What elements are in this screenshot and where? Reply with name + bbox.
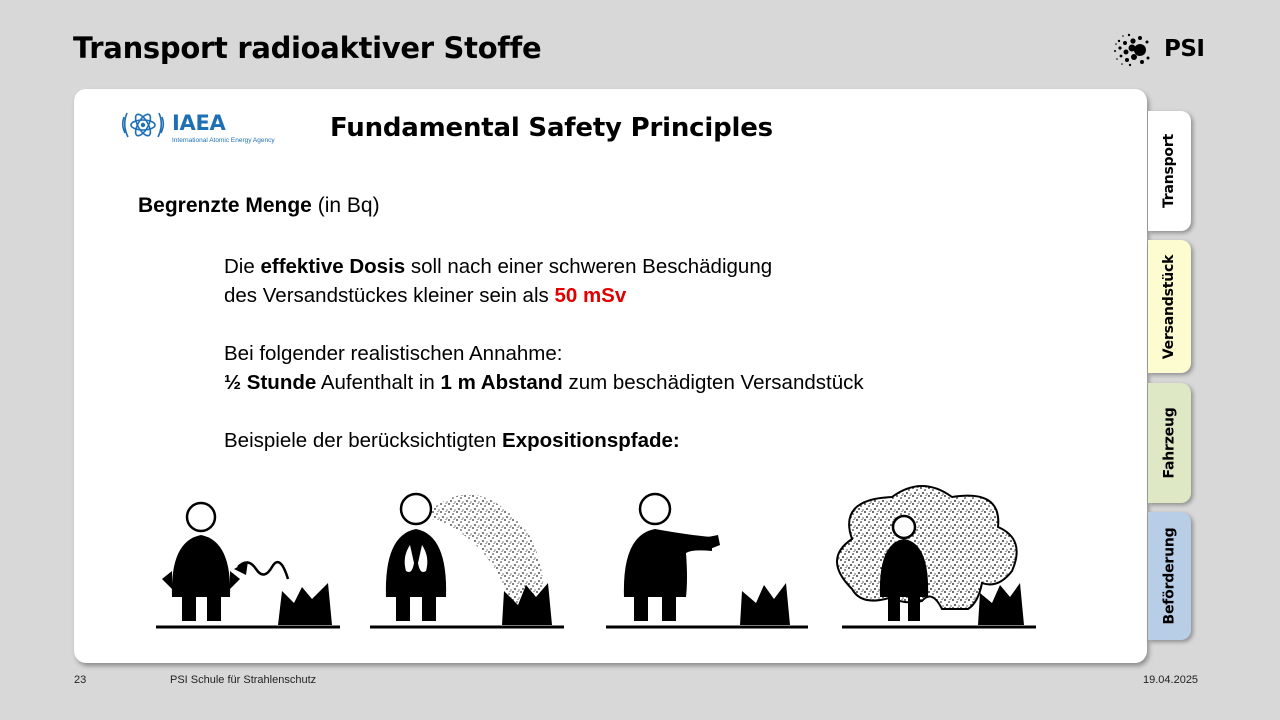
- exposure-paths-term: Expositionspfade:: [502, 429, 680, 452]
- iaea-emblem-icon: [120, 105, 166, 147]
- body-line-1: [224, 252, 864, 281]
- text-run: Beispiele der berücksichtigten: [224, 429, 503, 452]
- effective-dose-term: effektive Dosis: [260, 255, 406, 278]
- tab-label: Fahrzeug: [1161, 407, 1178, 479]
- tab-transport[interactable]: [1148, 111, 1191, 231]
- page-number: 23: [74, 674, 87, 686]
- page-title: Transport radioaktiver Stoffe: [73, 31, 542, 65]
- content-card: [74, 89, 1147, 663]
- text-run: zum beschädigten Versandstück: [562, 371, 864, 394]
- duration-term: ½ Stunde: [224, 371, 317, 394]
- subheading: [138, 194, 380, 218]
- slide-heading: Fundamental Safety Principles: [330, 113, 773, 143]
- tab-label: Versandstück: [1161, 254, 1178, 359]
- body-line-5: [224, 426, 864, 455]
- iaea-name: IAEA: [172, 111, 226, 135]
- figure-inhalation: [370, 494, 564, 627]
- subhead-bold: Begrenzte Menge: [138, 194, 312, 217]
- iaea-subtitle: International Atomic Energy Agency: [172, 137, 275, 144]
- psi-logo: [1112, 30, 1212, 70]
- body-text: [224, 252, 864, 455]
- figure-ingestion: [606, 494, 808, 627]
- text-run: Aufenthalt in: [316, 371, 441, 394]
- tab-fahrzeug[interactable]: [1148, 383, 1191, 503]
- psi-logo-text: PSI: [1164, 36, 1205, 62]
- body-line-4: [224, 368, 864, 397]
- iaea-logo: [120, 105, 300, 147]
- tab-versandstueck[interactable]: [1148, 240, 1191, 373]
- tab-label: Transport: [1161, 133, 1178, 209]
- psi-dots-icon: [1112, 30, 1162, 70]
- subhead-rest: (in Bq): [311, 194, 380, 217]
- body-line-3: Bei folgender realistischen Annahme:: [224, 342, 563, 365]
- body-line-2: [224, 281, 864, 310]
- text-run: soll nach einer schweren Beschädigung: [405, 255, 773, 278]
- figure-external-radiation: [156, 503, 340, 627]
- exposure-pathways-illustration: [152, 479, 1052, 639]
- footer-date: 19.04.2025: [1143, 674, 1199, 686]
- text-run: des Versandstückes kleiner sein als: [224, 284, 555, 307]
- tab-befoerderung[interactable]: [1148, 512, 1191, 640]
- footer-organization: PSI Schule für Strahlenschutz: [170, 674, 317, 686]
- distance-term: 1 m Abstand: [440, 371, 563, 394]
- dose-limit-value: 50 mSv: [554, 284, 627, 307]
- tab-label: Beförderung: [1161, 527, 1178, 625]
- figure-submersion: [837, 486, 1036, 627]
- text-run: Die: [224, 255, 261, 278]
